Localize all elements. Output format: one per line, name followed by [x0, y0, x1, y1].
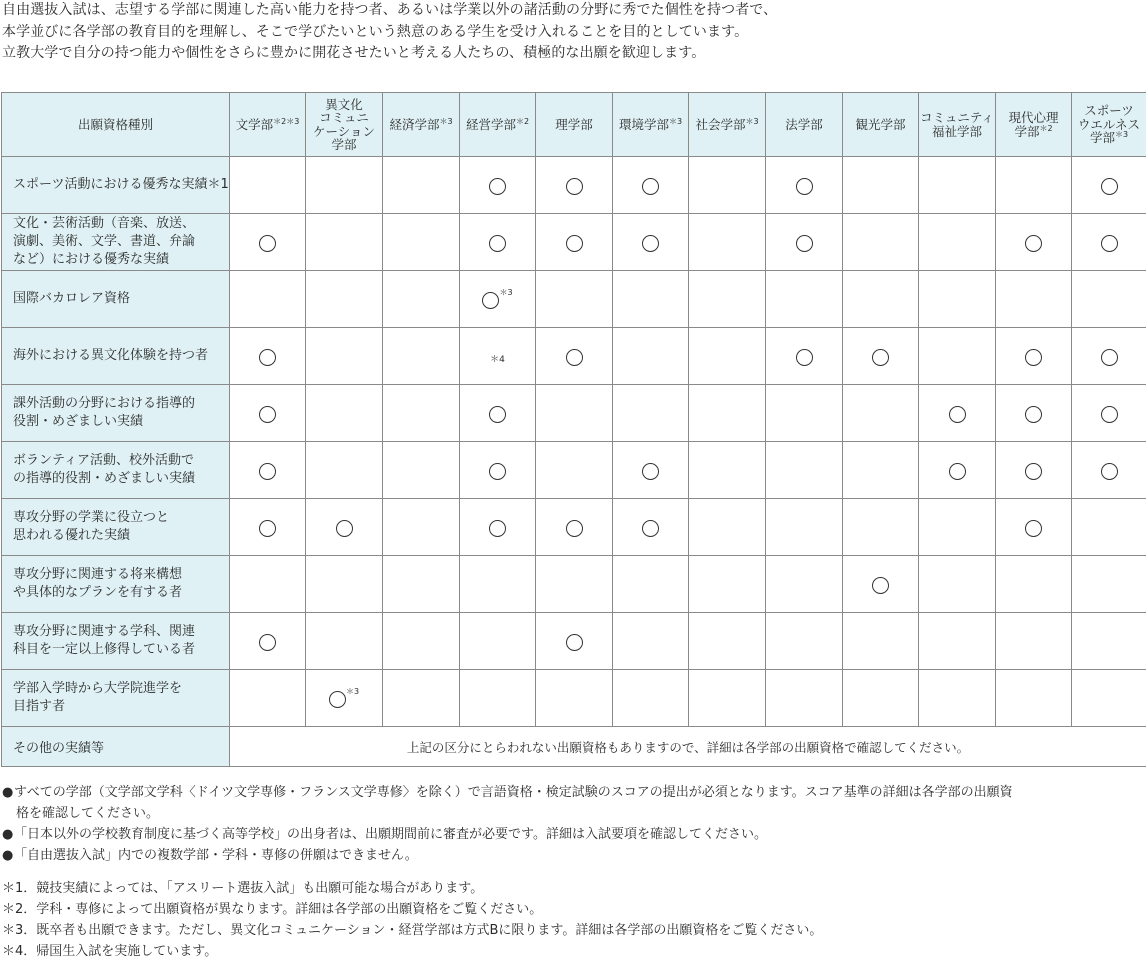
eligibility-cell [306, 499, 383, 556]
eligibility-cell [689, 670, 766, 727]
eligibility-cell [689, 499, 766, 556]
notes [2, 782, 1013, 866]
eligible-circle-icon [259, 634, 276, 651]
qualification-label: 専攻分野の学業に役立つと 思われる優れた実績 [2, 499, 230, 556]
eligibility-cell [613, 385, 689, 442]
eligibility-cell [689, 442, 766, 499]
note-text: 格を確認してください。 [16, 806, 160, 821]
faculty-name: 経済学部 [389, 116, 440, 132]
eligibility-cell [460, 556, 536, 613]
eligibility-cell [1072, 271, 1146, 328]
faculty-column-header [230, 93, 306, 157]
eligible-circle-icon [566, 178, 583, 195]
eligibility-cell [383, 385, 460, 442]
eligibility-cell [766, 556, 843, 613]
eligible-circle-icon [489, 406, 506, 423]
faculty-name: 学部 [1089, 130, 1115, 146]
eligibility-cell [306, 670, 383, 727]
qualification-label: 海外における異文化体験を持つ者 [2, 328, 230, 385]
qualification-label: スポーツ活動における優秀な実績＊1 [2, 157, 230, 214]
eligibility-cell [230, 613, 306, 670]
eligibility-cell [919, 670, 996, 727]
eligibility-cell [613, 556, 689, 613]
other-achievements-label: その他の実績等 [2, 727, 230, 767]
eligibility-cell [383, 556, 460, 613]
faculty-column-header [306, 93, 383, 157]
intro-line: 立教大学で自分の持つ能力や個性をさらに豊かに開花させたいと考える人たちの、積極的な出願を歓迎します。 [2, 45, 706, 61]
eligibility-cell [843, 385, 919, 442]
faculty-name: 福祉学部 [931, 123, 982, 139]
eligibility-cell [460, 499, 536, 556]
note-text: 「自由選抜入試」内での複数学部・学科・専修の併願はできません。 [14, 848, 418, 863]
footnote-marker: ＊3 [1114, 130, 1129, 140]
eligibility-cell [383, 613, 460, 670]
eligibility-cell [613, 442, 689, 499]
qualification-label: 課外活動の分野における指導的 役割・めざましい実績 [2, 385, 230, 442]
bullet-icon: ● [2, 827, 14, 842]
eligible-circle-icon [642, 178, 659, 195]
faculty-name: ウエルネス [1077, 116, 1141, 132]
eligibility-cell [919, 385, 996, 442]
corner-header: 出願資格種別 [2, 93, 230, 157]
eligibility-cell [766, 442, 843, 499]
eligible-circle-icon [949, 406, 966, 423]
eligibility-cell [536, 499, 613, 556]
eligibility-cell [460, 385, 536, 442]
eligible-circle-icon [489, 235, 506, 252]
eligibility-cell [536, 670, 613, 727]
eligibility-cell [843, 613, 919, 670]
footnote-marker: ＊3 [439, 116, 453, 126]
qualification-label: ボランティア活動、校外活動で の指導的役割・めざましい実績 [2, 442, 230, 499]
eligible-circle-icon [949, 463, 966, 480]
eligibility-cell [306, 157, 383, 214]
table-row [2, 499, 1146, 556]
eligible-circle-icon [566, 634, 583, 651]
eligible-circle-icon [336, 520, 353, 537]
eligibility-cell [843, 556, 919, 613]
eligibility-cell [460, 328, 536, 385]
eligibility-cell [536, 442, 613, 499]
faculty-column-header [766, 93, 843, 157]
intro-paragraph [2, 0, 777, 65]
eligibility-cell [1072, 385, 1146, 442]
eligibility-cell [689, 556, 766, 613]
eligibility-cell [613, 157, 689, 214]
eligibility-cell [843, 442, 919, 499]
eligibility-cell [460, 442, 536, 499]
qualification-label: 学部入学時から大学院進学を 目指す者 [2, 670, 230, 727]
eligibility-cell [536, 613, 613, 670]
eligible-circle-icon [1101, 178, 1118, 195]
faculty-column-header [919, 93, 996, 157]
eligibility-cell [460, 613, 536, 670]
bullet-icon: ● [2, 848, 14, 863]
intro-line: 本学並びに各学部の教育目的を理解し、そこで学びたいという熱意のある学生を受け入れることを目的としています。 [2, 23, 749, 40]
eligible-circle-icon [1025, 463, 1042, 480]
table-row [2, 271, 1146, 328]
faculty-name: ケーション [312, 123, 375, 139]
eligibility-cell [1072, 556, 1146, 613]
eligibility-cell [460, 670, 536, 727]
eligibility-cell [230, 385, 306, 442]
eligible-circle-icon [259, 349, 276, 366]
table-row [2, 556, 1146, 613]
table-row [2, 214, 1146, 271]
footnotes [2, 878, 822, 962]
eligibility-cell [230, 271, 306, 328]
eligibility-cell [843, 271, 919, 328]
eligibility-cell [613, 613, 689, 670]
eligibility-cell [230, 328, 306, 385]
eligible-circle-icon [259, 463, 276, 480]
qualification-label: 専攻分野に関連する学科、関連 科目を一定以上修得している者 [2, 613, 230, 670]
footnote-marker: ＊3 [499, 287, 513, 297]
table-row [2, 328, 1146, 385]
eligibility-cell [230, 556, 306, 613]
eligibility-cell [1072, 499, 1146, 556]
eligibility-cell [689, 328, 766, 385]
eligibility-cell [1072, 442, 1146, 499]
eligibility-cell [919, 214, 996, 271]
eligibility-cell [536, 271, 613, 328]
eligible-circle-icon [566, 349, 583, 366]
eligibility-cell [919, 157, 996, 214]
eligibility-cell [306, 214, 383, 271]
eligibility-cell [919, 328, 996, 385]
eligibility-table [1, 92, 1146, 767]
eligibility-cell [689, 214, 766, 271]
eligibility-cell [919, 499, 996, 556]
faculty-column-header [843, 93, 919, 157]
eligibility-cell [843, 214, 919, 271]
eligibility-cell [689, 271, 766, 328]
eligibility-cell [306, 613, 383, 670]
eligibility-cell [919, 271, 996, 328]
eligible-circle-icon [329, 691, 346, 708]
table-row [2, 613, 1146, 670]
faculty-name: 理学部 [555, 116, 593, 132]
eligibility-cell [230, 442, 306, 499]
faculty-column-header [613, 93, 689, 157]
eligible-circle-icon [1025, 349, 1042, 366]
eligibility-cell [613, 214, 689, 271]
eligible-circle-icon [796, 178, 813, 195]
eligible-circle-icon [642, 463, 659, 480]
eligibility-cell [536, 385, 613, 442]
eligibility-cell [383, 499, 460, 556]
footnote-marker: ＊2＊3 [273, 116, 300, 126]
eligibility-cell [460, 271, 536, 328]
eligible-circle-icon [259, 406, 276, 423]
eligible-circle-icon [489, 520, 506, 537]
eligibility-cell [383, 328, 460, 385]
faculty-name: 現代心理 [1008, 110, 1059, 125]
eligibility-cell [383, 442, 460, 499]
faculty-name: コミュニティ [920, 110, 994, 125]
eligible-circle-icon [259, 520, 276, 537]
faculty-name: 環境学部 [618, 116, 669, 132]
eligibility-cell [536, 157, 613, 214]
eligible-circle-icon [872, 577, 889, 594]
footnote-marker: ＊4 [490, 354, 505, 365]
eligible-circle-icon [796, 349, 813, 366]
eligibility-cell [230, 499, 306, 556]
bullet-icon: ● [2, 785, 14, 800]
table-row [2, 670, 1146, 727]
eligibility-cell [689, 385, 766, 442]
faculty-column-header [536, 93, 613, 157]
eligibility-cell [230, 214, 306, 271]
faculty-name: スポーツ [1084, 103, 1134, 119]
eligibility-cell [536, 214, 613, 271]
eligible-circle-icon [1101, 463, 1118, 480]
eligible-circle-icon [1025, 235, 1042, 252]
faculty-name: 学部 [1014, 123, 1040, 139]
faculty-column-header [689, 93, 766, 157]
footnote: ＊1．競技実績によっては、「アスリート選抜入試」も出願可能な場合があります。 [2, 881, 484, 896]
eligibility-cell [766, 157, 843, 214]
note-text: すべての学部（文学部文学科〈ドイツ文学専修・フランス文学専修〉を除く）で言語資格・検定試験のスコアの提出が必須となります。スコア基準の詳細は各学部の出願資 [14, 785, 1013, 800]
eligibility-cell [383, 670, 460, 727]
eligibility-cell [843, 328, 919, 385]
eligibility-cell [996, 670, 1072, 727]
eligibility-cell [383, 271, 460, 328]
eligible-circle-icon [259, 235, 276, 252]
eligibility-cell [766, 613, 843, 670]
footnote-marker: ＊2 [1039, 123, 1053, 133]
eligible-circle-icon [482, 292, 499, 309]
eligible-circle-icon [872, 349, 889, 366]
eligibility-cell [919, 442, 996, 499]
note-bullet [2, 782, 1013, 803]
eligible-circle-icon [566, 520, 583, 537]
eligibility-cell [996, 613, 1072, 670]
faculty-name: 社会学部 [695, 116, 746, 132]
eligible-circle-icon [1025, 520, 1042, 537]
eligibility-cell [919, 556, 996, 613]
faculty-column-header [996, 93, 1072, 157]
eligibility-cell [613, 499, 689, 556]
footnote-marker: ＊2 [515, 116, 530, 126]
eligibility-cell [843, 499, 919, 556]
footnote: ＊2．学科・専修によって出願資格が異なります。詳細は各学部の出願資格をご覧ください。 [2, 902, 543, 917]
qualification-label: 専攻分野に関連する将来構想 や具体的なプランを有する者 [2, 556, 230, 613]
other-achievements-note: 上記の区分にとらわれない出願資格もありますので、詳細は各学部の出願資格で確認してください。 [230, 727, 1146, 767]
eligibility-cell [383, 214, 460, 271]
eligibility-cell [613, 328, 689, 385]
eligibility-cell [996, 328, 1072, 385]
eligibility-cell [766, 328, 843, 385]
eligibility-cell [383, 157, 460, 214]
eligibility-cell [996, 214, 1072, 271]
eligibility-cell [996, 385, 1072, 442]
eligibility-cell [996, 556, 1072, 613]
eligibility-cell [460, 214, 536, 271]
eligibility-cell [766, 385, 843, 442]
faculty-name: 観光学部 [855, 116, 906, 132]
eligible-circle-icon [1101, 349, 1118, 366]
eligibility-cell [536, 328, 613, 385]
eligibility-cell [689, 613, 766, 670]
footnote-marker: ＊3 [668, 116, 683, 126]
faculty-name: コミュニ [319, 110, 369, 125]
eligible-circle-icon [1101, 235, 1118, 252]
qualification-label: 文化・芸術活動（音楽、放送、 演劇、美術、文学、書道、弁論 など）における優秀な実績 [2, 214, 230, 271]
qualification-label: 国際バカロレア資格 [2, 271, 230, 328]
table-row-other [2, 727, 1146, 767]
footnote: ＊3．既卒者も出願できます。ただし、異文化コミュニケーション・経営学部は方式Bに限ります。詳細は各学部の出願資格をご覧ください。 [2, 923, 823, 938]
eligibility-cell [1072, 328, 1146, 385]
eligibility-cell [613, 670, 689, 727]
eligibility-cell [460, 157, 536, 214]
eligible-circle-icon [566, 235, 583, 252]
eligibility-cell [536, 556, 613, 613]
eligible-circle-icon [642, 235, 659, 252]
eligibility-cell [766, 214, 843, 271]
eligibility-cell [230, 670, 306, 727]
eligibility-cell [1072, 670, 1146, 727]
eligible-circle-icon [1101, 406, 1118, 423]
eligible-circle-icon [489, 463, 506, 480]
eligibility-cell [689, 157, 766, 214]
note-bullet [2, 845, 1013, 866]
eligibility-cell [1072, 157, 1146, 214]
faculty-name: 経営学部 [465, 116, 516, 132]
eligibility-cell [766, 499, 843, 556]
eligible-circle-icon [642, 520, 659, 537]
faculty-name: 異文化 [325, 96, 363, 112]
eligibility-cell [306, 271, 383, 328]
faculty-column-header [1072, 93, 1146, 157]
table-row [2, 157, 1146, 214]
eligibility-cell [766, 670, 843, 727]
eligibility-cell [306, 556, 383, 613]
table-row [2, 385, 1146, 442]
eligibility-cell [306, 328, 383, 385]
footnote-marker: ＊3 [345, 686, 360, 696]
eligibility-cell [1072, 613, 1146, 670]
eligible-circle-icon [796, 235, 813, 252]
eligibility-cell [996, 271, 1072, 328]
faculty-name: 学部 [331, 137, 357, 152]
table-row [2, 442, 1146, 499]
eligibility-cell [843, 670, 919, 727]
footnote-marker: ＊3 [745, 116, 759, 126]
eligibility-cell [1072, 214, 1146, 271]
faculty-column-header [460, 93, 536, 157]
eligibility-cell [996, 499, 1072, 556]
faculty-column-header [383, 93, 460, 157]
footnote: ＊4．帰国生入試を実施しています。 [2, 944, 218, 959]
eligibility-cell [996, 157, 1072, 214]
eligible-circle-icon [1025, 406, 1042, 423]
eligibility-cell [306, 385, 383, 442]
eligibility-cell [613, 271, 689, 328]
eligibility-cell [996, 442, 1072, 499]
eligibility-cell [230, 157, 306, 214]
eligibility-cell [766, 271, 843, 328]
intro-line: 自由選抜入試は、志望する学部に関連した高い能力を持つ者、あるいは学業以外の諸活動の分野に秀でた個性を持つ者で、 [2, 2, 778, 18]
eligibility-cell [919, 613, 996, 670]
faculty-name: 法学部 [785, 116, 823, 132]
faculty-name: 文学部 [235, 116, 274, 132]
eligible-circle-icon [489, 178, 506, 195]
eligibility-cell [306, 442, 383, 499]
note-text: 「日本以外の学校教育制度に基づく高等学校」の出身者は、出願期間前に審査が必要です。詳細は入試要項を確認してください。 [14, 827, 767, 842]
note-bullet [2, 824, 1013, 845]
eligibility-cell [843, 157, 919, 214]
